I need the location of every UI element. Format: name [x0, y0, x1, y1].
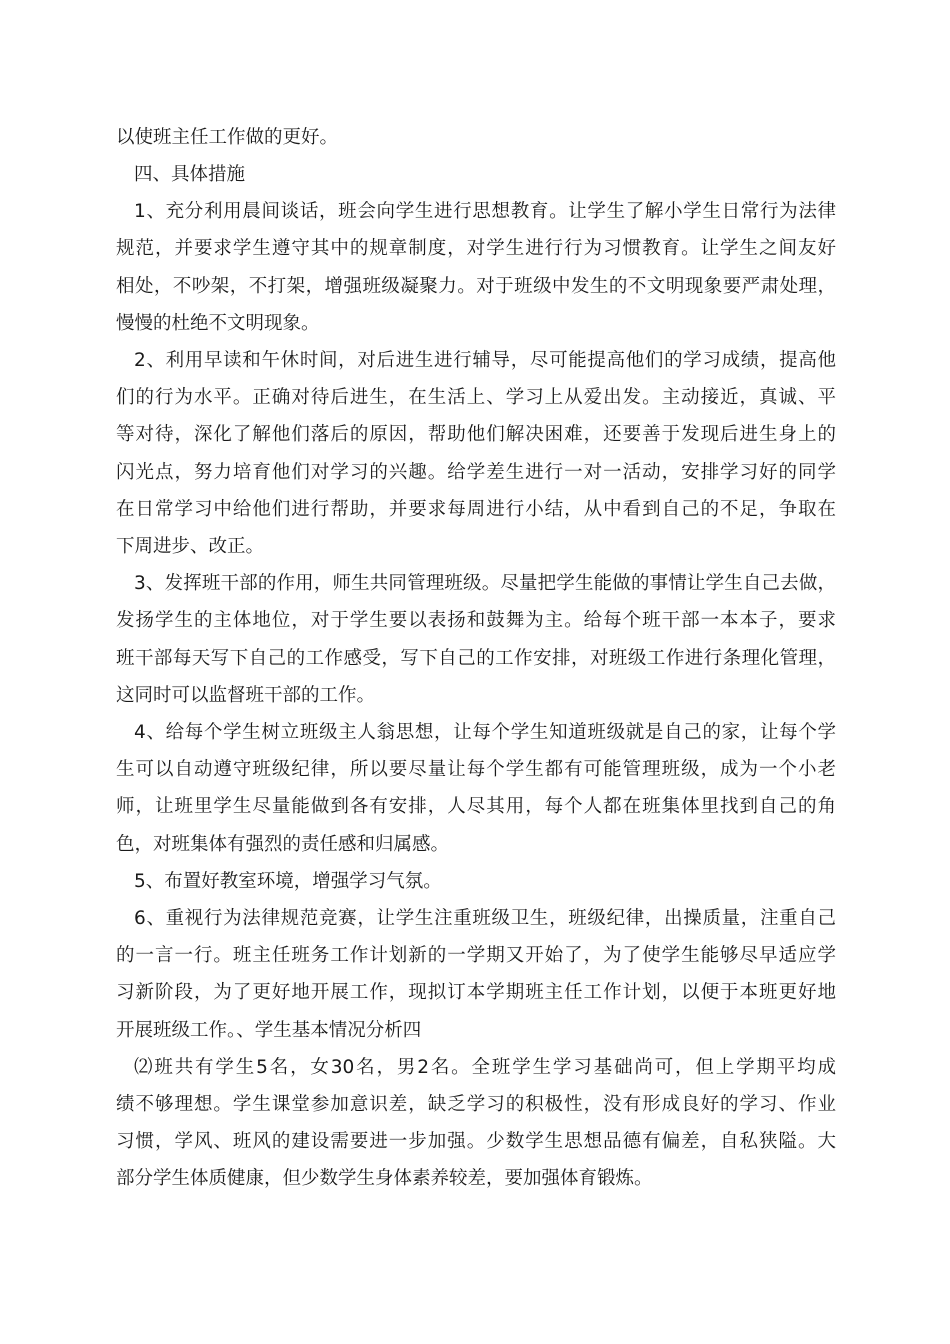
- section-heading: 四、具体措施: [134, 164, 246, 185]
- text-line: 相处，不吵架，不打架，增强班级凝聚力。对于班级中发生的不文明现象要严肃处理，: [116, 276, 836, 297]
- text-line: 以使班主任工作做的更好。: [116, 127, 339, 148]
- text-line: 发扬学生的主体地位，对于学生要以表扬和鼓舞为主。给每个班干部一本本子，要求: [116, 610, 836, 631]
- text-line: ⑵班共有学生5名，女30名，男2名。全班学生学习基础尚可，但上学期平均成: [134, 1057, 836, 1078]
- text-line: 生可以自动遵守班级纪律，所以要尽量让每个学生都有可能管理班级，成为一个小老: [116, 759, 836, 780]
- text-line: 绩不够理想。学生课堂参加意识差，缺乏学习的积极性，没有形成良好的学习、作业: [116, 1094, 836, 1115]
- text-line: 2、利用早读和午休时间，对后进生进行辅导，尽可能提高他们的学习成绩，提高他: [134, 350, 836, 371]
- text-line: 规范，并要求学生遵守其中的规章制度，对学生进行行为习惯教育。让学生之间友好: [116, 238, 836, 259]
- text-line: 习惯，学风、班风的建设需要进一步加强。少数学生思想品德有偏差，自私狭隘。大: [116, 1131, 836, 1152]
- text-line: 1、充分利用晨间谈话，班会向学生进行思想教育。让学生了解小学生日常行为法律: [134, 201, 836, 222]
- text-line: 下周进步、改正。: [116, 536, 265, 557]
- text-line: 闪光点，努力培育他们对学习的兴趣。给学差生进行一对一活动，安排学习好的同学: [116, 462, 836, 483]
- text-line: 4、给每个学生树立班级主人翁思想，让每个学生知道班级就是自己的家，让每个学: [134, 722, 836, 743]
- text-line: 色，对班集体有强烈的责任感和归属感。: [116, 834, 450, 855]
- text-line: 开展班级工作。、学生基本情况分析四: [116, 1020, 422, 1041]
- text-line: 6、重视行为法律规范竞赛，让学生注重班级卫生，班级纪律，出操质量，注重自己: [134, 908, 836, 929]
- text-line: 慢慢的杜绝不文明现象。: [116, 313, 320, 334]
- text-line: 的一言一行。班主任班务工作计划新的一学期又开始了，为了使学生能够尽早适应学: [116, 945, 836, 966]
- text-line: 3、发挥班干部的作用，师生共同管理班级。尽量把学生能做的事情让学生自己去做，: [134, 573, 836, 594]
- text-line: 师，让班里学生尽量能做到各有安排，人尽其用，每个人都在班集体里找到自己的角: [116, 796, 836, 817]
- text-line: 在日常学习中给他们进行帮助，并要求每周进行小结，从中看到自己的不足，争取在: [116, 499, 836, 520]
- text-line: 习新阶段，为了更好地开展工作，现拟订本学期班主任工作计划，以便于本班更好地: [116, 982, 836, 1003]
- text-line: 部分学生体质健康，但少数学生身体素养较差，要加强体育锻炼。: [116, 1168, 653, 1189]
- text-line: 等对待，深化了解他们落后的原因，帮助他们解决困难，还要善于发现后进生身上的: [116, 424, 836, 445]
- text-line: 们的行为水平。正确对待后进生，在生活上、学习上从爱出发。主动接近，真诚、平: [116, 387, 836, 408]
- text-line: 班干部每天写下自己的工作感受，写下自己的工作安排，对班级工作进行条理化管理，: [116, 648, 836, 669]
- text-line: 这同时可以监督班干部的工作。: [116, 685, 376, 706]
- text-line: 5、布置好教室环境，增强学习气氛。: [134, 871, 442, 892]
